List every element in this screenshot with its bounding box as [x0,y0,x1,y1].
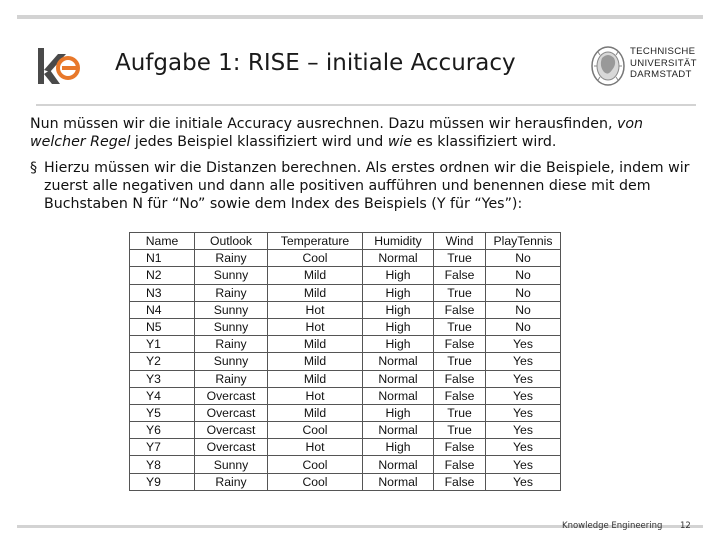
table-cell: Yes [486,456,561,473]
table-cell: Rainy [195,473,268,490]
table-cell: N1 [130,250,195,267]
table-cell: False [434,456,486,473]
table-row [130,404,561,421]
table-cell: Mild [268,353,363,370]
table-cell: High [363,439,434,456]
header-divider [36,104,696,106]
table-cell: False [434,370,486,387]
table-cell: Yes [486,336,561,353]
table-cell: Yes [486,404,561,421]
table-cell: Normal [363,370,434,387]
table-cell: No [486,284,561,301]
table-cell: Normal [363,422,434,439]
table-cell: High [363,404,434,421]
table-header-row [130,233,561,250]
table-cell: Yes [486,353,561,370]
table-cell: Cool [268,250,363,267]
table-row [130,387,561,404]
header-name: Name [130,233,195,250]
table-cell: High [363,318,434,335]
slide-title: Aufgabe 1: RISE – initiale Accuracy [115,50,516,76]
bullet-marker: § [30,159,38,176]
table-cell: True [434,250,486,267]
table-cell: Rainy [195,370,268,387]
table-cell: Y4 [130,387,195,404]
table-cell: Rainy [195,250,268,267]
table-row [130,439,561,456]
table-cell: Rainy [195,284,268,301]
table-cell: N3 [130,284,195,301]
table-cell: Mild [268,370,363,387]
table-cell: Y2 [130,353,195,370]
table-cell: Yes [486,422,561,439]
table-cell: Normal [363,353,434,370]
bullet-text: Hierzu müssen wir die Distanzen berechnen. Als erstes ordnen wir die Beispiele, indem wir zuerst alle negativen und dann alle positiven aufführen und benennen diese mit dem Buchstaben N für “No” sowie dem Index des Beispiels (Y für “Yes”): [44,159,690,213]
table-cell: No [486,318,561,335]
page-number: 12 [680,521,691,531]
intro-text-1: Nun müssen wir die initiale Accuracy ausrechnen. Dazu müssen wir herausfinden, [30,116,617,132]
table-cell: Mild [268,336,363,353]
table-cell: Normal [363,250,434,267]
table-cell: False [434,301,486,318]
ke-logo [36,46,82,86]
table-cell: Cool [268,473,363,490]
tu-darmstadt-wordmark [630,46,697,81]
header-outlook: Outlook [195,233,268,250]
table-cell: Y7 [130,439,195,456]
table-cell: True [434,318,486,335]
intro-text-2: jedes Beispiel klassifiziert wird und [130,134,388,151]
table-cell: Normal [363,387,434,404]
table-cell: False [434,439,486,456]
table-cell: Normal [363,456,434,473]
header-wind: Wind [434,233,486,250]
table-cell: Cool [268,422,363,439]
table-cell: Yes [486,387,561,404]
table-cell: High [363,301,434,318]
slide-body [30,115,700,213]
table-cell: Normal [363,473,434,490]
table-cell: High [363,284,434,301]
table-cell: False [434,473,486,490]
table-cell: Yes [486,439,561,456]
table-cell: Sunny [195,301,268,318]
table-cell: False [434,387,486,404]
table-cell: No [486,267,561,284]
table-cell: Y3 [130,370,195,387]
intro-paragraph [30,115,700,152]
table-cell: Hot [268,301,363,318]
tud-line-1: TECHNISCHE [630,46,696,57]
tud-line-2: UNIVERSITÄT [630,57,697,69]
table-cell: N2 [130,267,195,284]
table-cell: Yes [486,370,561,387]
tu-darmstadt-logo [588,44,696,90]
header-temperature: Temperature [268,233,363,250]
table-cell: High [363,267,434,284]
table-row [130,267,561,284]
table-row [130,353,561,370]
table-row [130,370,561,387]
table-row [130,318,561,335]
table-cell: Overcast [195,404,268,421]
table-cell: True [434,353,486,370]
intro-emphasis-1: von welcher Regel [30,116,644,151]
table-cell: Y1 [130,336,195,353]
table-cell: Overcast [195,387,268,404]
table-cell: Rainy [195,336,268,353]
table-row [130,336,561,353]
table-row [130,422,561,439]
intro-emphasis-2: wie [387,134,413,151]
table-row [130,301,561,318]
table-cell: Y8 [130,456,195,473]
table-row [130,284,561,301]
header-humidity: Humidity [363,233,434,250]
table-row [130,473,561,490]
table-cell: Overcast [195,439,268,456]
table-row [130,250,561,267]
table-cell: Hot [268,387,363,404]
table-cell: Y5 [130,404,195,421]
table-cell: Cool [268,456,363,473]
table-cell: No [486,301,561,318]
table-cell: Hot [268,318,363,335]
table-row [130,456,561,473]
examples-table [129,232,561,491]
table-cell: Mild [268,404,363,421]
table-cell: Yes [486,473,561,490]
table-cell: Mild [268,284,363,301]
table-cell: N4 [130,301,195,318]
table-cell: Hot [268,439,363,456]
footer-label: Knowledge Engineering [562,521,663,531]
table-cell: High [363,336,434,353]
table-cell: False [434,267,486,284]
table-cell: N5 [130,318,195,335]
table-cell: True [434,422,486,439]
table-cell: Sunny [195,456,268,473]
tud-line-3: DARMSTADT [630,69,692,80]
table-cell: False [434,336,486,353]
table-cell: Y6 [130,422,195,439]
table-cell: Mild [268,267,363,284]
table-cell: No [486,250,561,267]
table-cell: Sunny [195,267,268,284]
table-cell: Overcast [195,422,268,439]
bullet-item [30,159,700,214]
intro-text-3: es klassifiziert wird. [412,134,557,151]
table-cell: True [434,404,486,421]
header-playtennis: PlayTennis [486,233,561,250]
table-cell: Y9 [130,473,195,490]
table-cell: Sunny [195,353,268,370]
table-cell: True [434,284,486,301]
university-seal-icon [588,44,628,88]
table-cell: Sunny [195,318,268,335]
